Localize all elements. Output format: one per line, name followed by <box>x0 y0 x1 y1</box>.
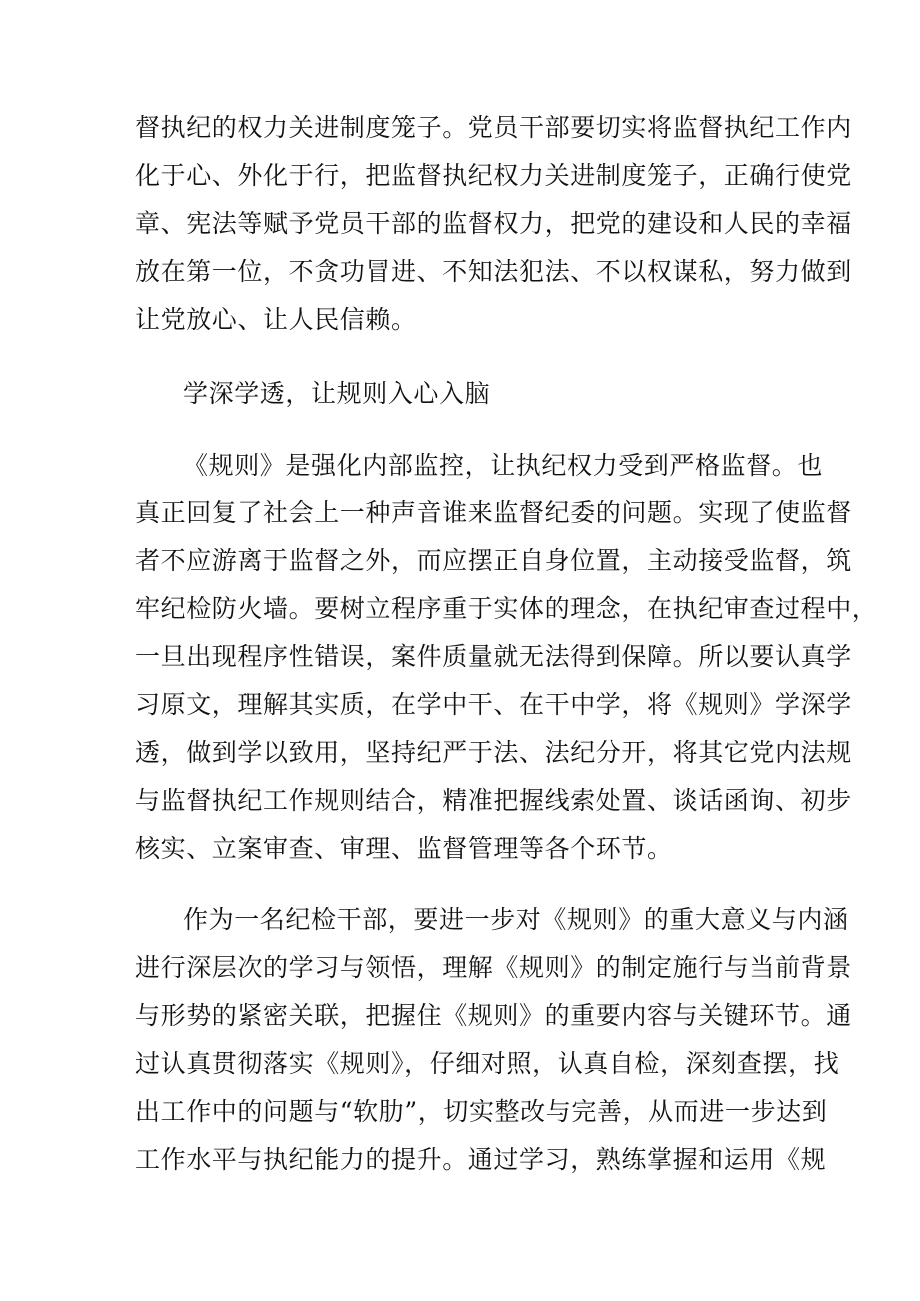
paragraph-line: 习原文，理解其实质，在学中干、在干中学，将《规则》学深学 <box>135 690 852 719</box>
paragraph-line: 章、宪法等赋予党员干部的监督权力，把党的建设和人民的幸福 <box>135 209 852 238</box>
paragraph-line: 真正回复了社会上一种声音谁来监督纪委的问题。实现了使监督 <box>135 498 852 527</box>
paragraph-line: 放在第一位，不贪功冒进、不知法犯法、不以权谋私，努力做到 <box>135 257 852 286</box>
paragraph-line: 与形势的紧密关联，把握住《规则》的重要内容与关键环节。通 <box>135 1001 852 1030</box>
section-heading: 学深学透，让规则入心入脑 <box>183 379 491 408</box>
paragraph-line: 化于心、外化于行，把监督执纪权力关进制度笼子，正确行使党 <box>135 161 852 190</box>
paragraph-line: 作为一名纪检干部，要进一步对《规则》的重大意义与内涵 <box>183 905 849 934</box>
paragraph-line: 过认真贯彻落实《规则》，仔细对照，认真自检，深刻查摆，找 <box>135 1049 840 1078</box>
paragraph-line: 督执纪的权力关进制度笼子。党员干部要切实将监督执纪工作内 <box>135 113 852 142</box>
paragraph-line: 者不应游离于监督之外，而应摆正自身位置，主动接受监督，筑 <box>135 546 852 575</box>
paragraph-line: 出工作中的问题与“软肋”，切实整改与完善，从而进一步达到 <box>135 1097 828 1126</box>
paragraph-line: 与监督执纪工作规则结合，精准把握线索处置、谈话函询、初步 <box>135 786 852 815</box>
paragraph-line: 工作水平与执纪能力的提升。通过学习，熟练掌握和运用《规 <box>135 1145 827 1174</box>
paragraph-line: 进行深层次的学习与领悟，理解《规则》的制定施行与当前背景 <box>135 953 852 982</box>
paragraph-line: 透，做到学以致用，坚持纪严于法、法纪分开，将其它党内法规 <box>135 738 852 767</box>
paragraph-line: 核实、立案审查、审理、监督管理等各个环节。 <box>135 834 673 863</box>
paragraph-line: 让党放心、让人民信赖。 <box>135 305 417 334</box>
paragraph-line: 一旦出现程序性错误，案件质量就无法得到保障。所以要认真学 <box>135 642 852 671</box>
paragraph-line: 牢纪检防火墙。要树立程序重于实体的理念，在执纪审查过程中， <box>135 594 878 623</box>
paragraph-line: 《规则》是强化内部监控，让执纪权力受到严格监督。也 <box>183 451 824 480</box>
